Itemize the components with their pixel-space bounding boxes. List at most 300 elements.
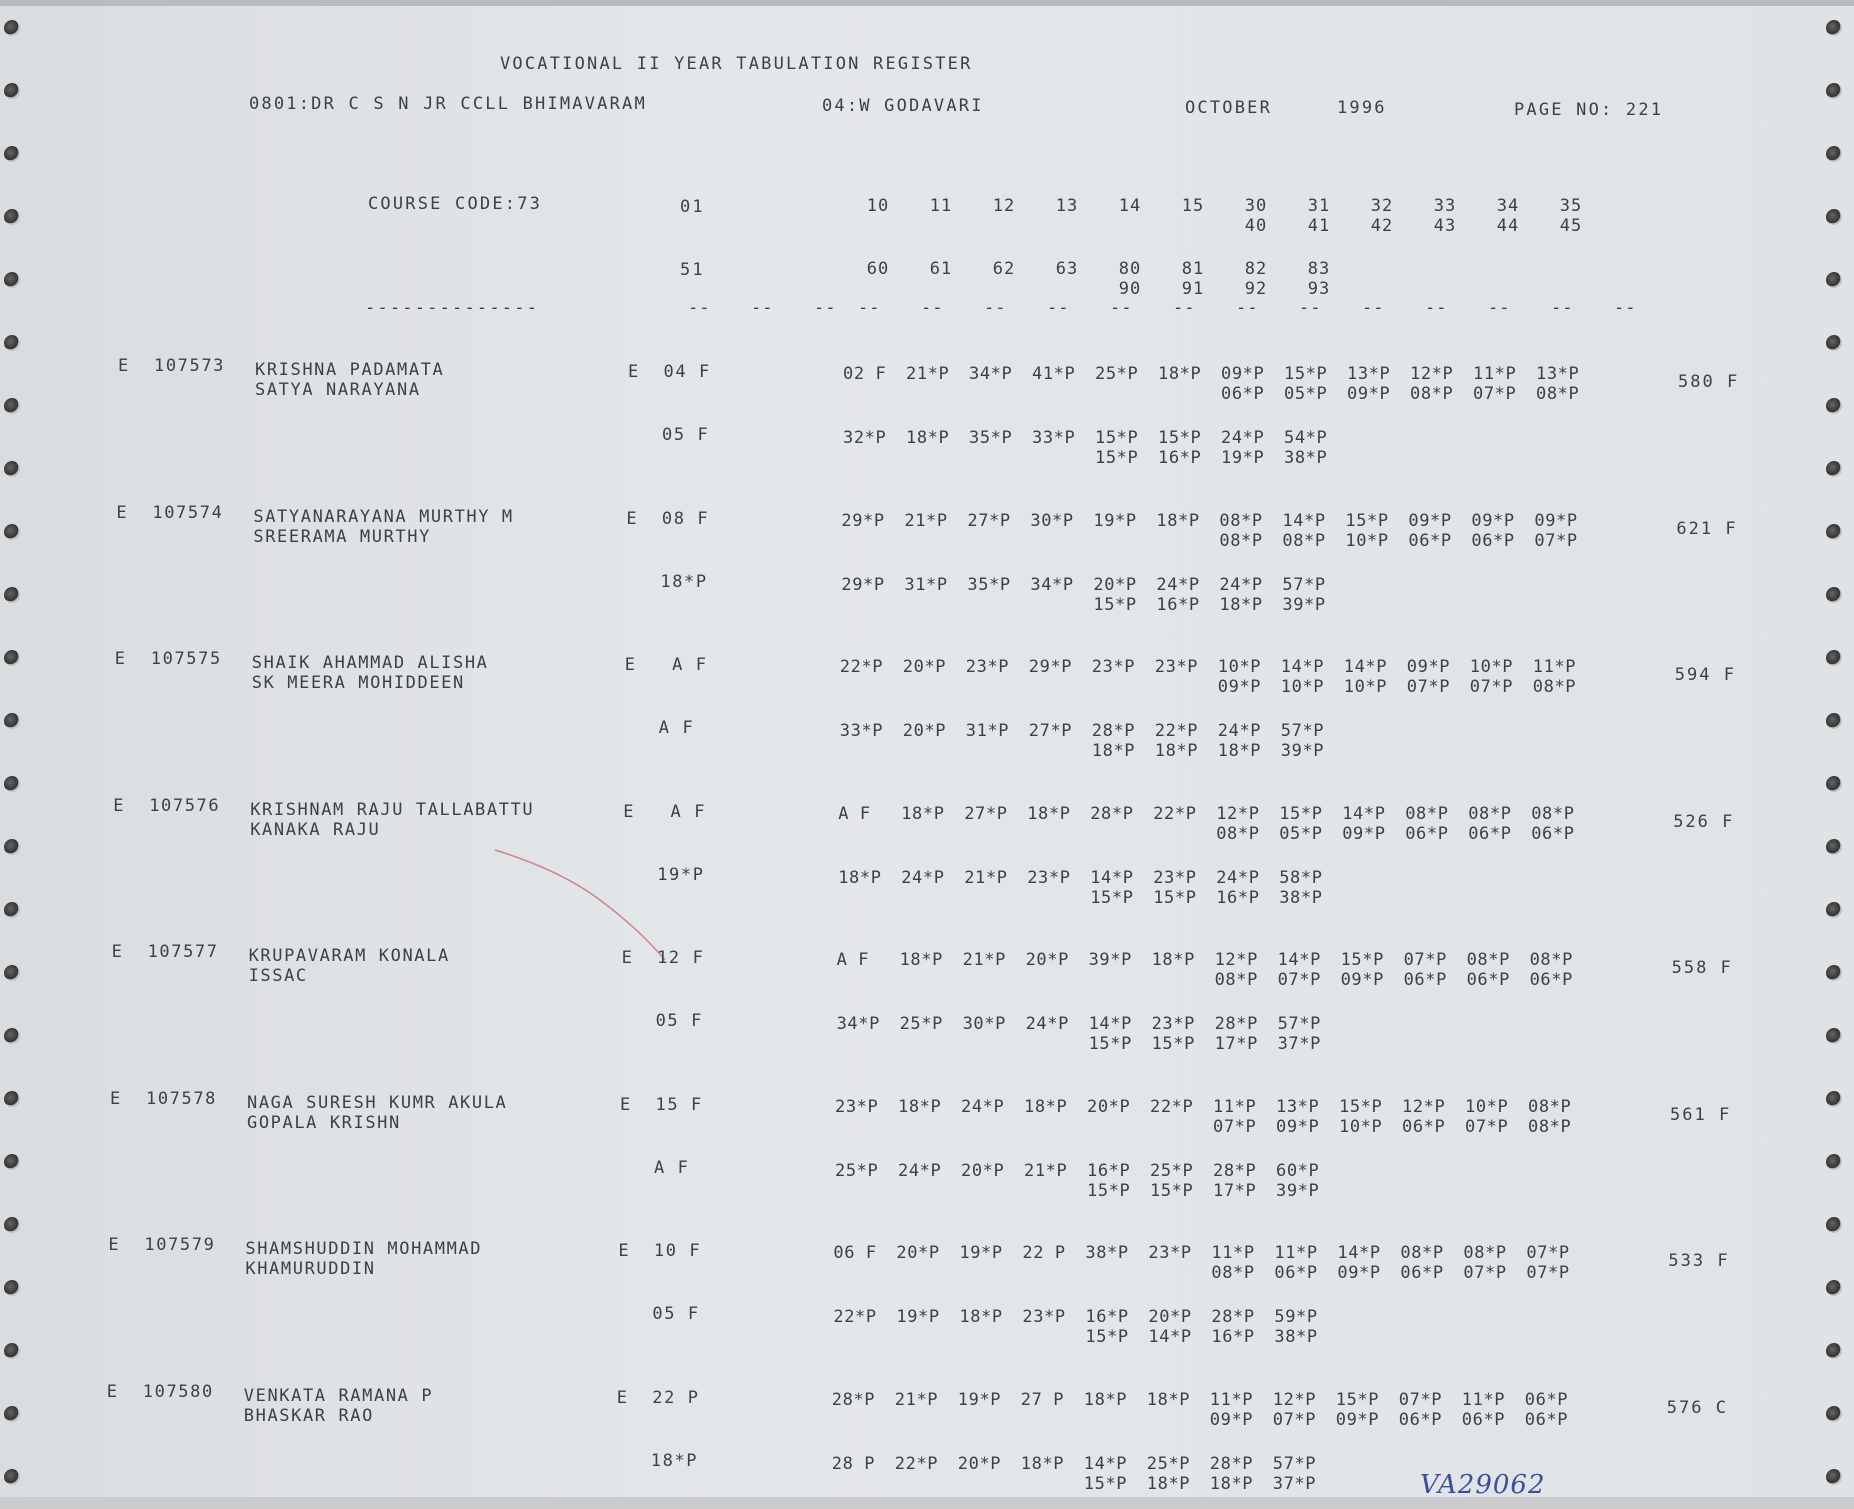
subject-mark: 23*P	[965, 657, 1010, 677]
subject-mark: 57*P	[1282, 574, 1326, 595]
subject-mark: 23*P	[1027, 867, 1071, 888]
subject-mark: 06*P	[1466, 970, 1510, 990]
student-name: SATYANARAYANA MURTHY M	[253, 506, 514, 527]
subject-mark: 18*P	[901, 803, 945, 824]
subject-mark: 18*P	[1158, 364, 1202, 384]
subject-mark: 11*P	[1473, 364, 1517, 384]
grand-total: 533 F	[1668, 1251, 1730, 1271]
subject-mark: 08*P	[1410, 384, 1454, 404]
subject-mark: 24*P	[1221, 428, 1265, 448]
subject-mark: 35*P	[969, 428, 1013, 448]
feed-hole-left	[4, 1217, 20, 1233]
subject-mark: 14*P	[1148, 1327, 1192, 1347]
exam-type: E	[118, 356, 130, 376]
roll-number: 107580	[142, 1381, 214, 1402]
subject-mark: 21*P	[904, 510, 948, 531]
subject-mark: 19*P	[1221, 448, 1265, 468]
subject-mark: 14*P	[1337, 1243, 1381, 1263]
subject-mark: 07*P	[1406, 677, 1451, 697]
feed-hole-right	[1826, 776, 1842, 792]
feed-hole-left	[4, 1091, 20, 1107]
subject-mark: 31*P	[965, 721, 1010, 741]
subject-mark: 15*P	[1335, 1389, 1380, 1410]
subject-mark: 20*P	[1025, 950, 1069, 970]
feed-hole-right	[1826, 1280, 1842, 1296]
subject-mark: 29*P	[1028, 657, 1073, 677]
column-dash: --	[1425, 298, 1448, 318]
subject-mark: 39*P	[1276, 1180, 1320, 1201]
subject-mark: 23*P	[1091, 657, 1136, 677]
subject-mark: 57*P	[1277, 1014, 1321, 1034]
subject-mark: 34*P	[836, 1014, 880, 1034]
subject-mark: 23*P	[835, 1096, 879, 1117]
subject-mark: 38*P	[1284, 448, 1328, 468]
subject-mark: 28 P	[831, 1453, 876, 1474]
subject-mark: 17*P	[1214, 1034, 1258, 1054]
subject-mark: 15*P	[1083, 1473, 1128, 1494]
subject-mark: 35*P	[967, 574, 1011, 595]
subject-mark: 18*P	[1156, 510, 1200, 531]
subject-mark: 29*P	[841, 574, 885, 595]
feed-hole-left	[4, 524, 20, 540]
subject-code: 30	[1244, 196, 1268, 216]
subject-mark: 39*P	[1282, 594, 1326, 615]
subject-mark: 14*P	[1282, 510, 1326, 531]
feed-hole-left	[4, 965, 20, 981]
subject-mark: 54*P	[1284, 428, 1328, 448]
subject-mark: 07*P	[1465, 1116, 1509, 1137]
subject-code: 63	[1055, 259, 1079, 279]
feed-hole-left	[4, 1280, 20, 1296]
subject-mark: 18*P	[838, 867, 882, 888]
parent-name: SREERAMA MURTHY	[253, 526, 431, 547]
feed-hole-left	[4, 1343, 20, 1359]
subject-mark: 37*P	[1272, 1473, 1317, 1494]
feed-hole-left	[4, 776, 20, 792]
subject-mark: 06*P	[1468, 823, 1512, 844]
subject-mark: 22*P	[839, 657, 884, 677]
subject-mark: 18*P	[1219, 594, 1263, 615]
subject-mark: 37*P	[1277, 1034, 1321, 1054]
student-name: VENKATA RAMANA P	[243, 1385, 434, 1406]
subject-code: 40	[1244, 216, 1268, 236]
exam-type: E	[106, 1381, 119, 1402]
subject-code: 13	[1055, 196, 1079, 216]
subject-mark: 06*P	[1405, 823, 1449, 844]
subject-mark: 08*P	[1211, 1263, 1255, 1283]
subject-mark: 10*P	[1280, 677, 1325, 697]
subject-mark: 18*P	[1027, 803, 1071, 824]
roll-number: 107576	[149, 795, 221, 816]
subject-mark: 28*P	[1091, 721, 1136, 741]
subject-mark: 10*P	[1339, 1116, 1383, 1137]
subject-mark: 18*P	[1217, 741, 1262, 761]
subject-mark: 16*P	[1087, 1160, 1131, 1181]
subject-code-51: 51	[680, 260, 705, 280]
subject-mark: 06*P	[1408, 530, 1452, 551]
subject-mark: 06*P	[1400, 1263, 1444, 1283]
parent-name: ISSAC	[248, 966, 308, 986]
subject-mark: 06*P	[1529, 970, 1573, 990]
exam-type: E	[116, 502, 129, 523]
subject-code: 61	[929, 259, 953, 279]
feed-hole-left	[4, 461, 20, 477]
subject-code: 83	[1307, 259, 1331, 279]
subject-mark: 25*P	[1146, 1453, 1191, 1474]
feed-hole-right	[1826, 83, 1842, 99]
subject-mark: 39*P	[1280, 741, 1325, 761]
subject-mark: 10*P	[1343, 677, 1388, 697]
subject-mark: 29*P	[841, 510, 885, 531]
subject-mark: 06*P	[1531, 823, 1575, 844]
subject-mark: 15*P	[1093, 594, 1137, 615]
subject-mark: 18*P	[1146, 1473, 1191, 1494]
subject-mark: 33*P	[1032, 428, 1076, 448]
feed-hole-left	[4, 209, 20, 225]
subject-mark: 07*P	[1526, 1263, 1570, 1283]
subject-mark: 22*P	[1150, 1096, 1194, 1117]
subject-mark: 20*P	[1093, 574, 1137, 595]
feed-hole-right	[1826, 1406, 1842, 1422]
subject-mark: 08*P	[1468, 803, 1512, 824]
subject-mark: 13*P	[1276, 1096, 1320, 1117]
subject-mark: 15*P	[1339, 1096, 1383, 1117]
column-dash: --	[1110, 298, 1133, 318]
feed-hole-right	[1826, 713, 1842, 729]
subject-mark: 25*P	[1150, 1160, 1194, 1181]
subject-mark: 21*P	[906, 364, 950, 384]
student-name: KRUPAVARAM KONALA	[248, 946, 450, 966]
subject-code: 82	[1244, 259, 1268, 279]
feed-hole-right	[1826, 650, 1842, 666]
column-dash: --	[1614, 298, 1637, 318]
subject-mark: 09*P	[1408, 510, 1452, 531]
subject-mark: 06 F	[833, 1243, 877, 1263]
feed-hole-right	[1826, 20, 1842, 36]
subject-mark: 15*P	[1150, 1180, 1194, 1201]
exam-type: E	[108, 1235, 121, 1255]
subject-mark: 15*P	[1158, 428, 1202, 448]
subject-mark: 41*P	[1032, 364, 1076, 384]
subject-mark: 16*P	[1085, 1307, 1129, 1327]
part1-marks: E 10 F	[618, 1241, 702, 1261]
roll-number: 107578	[146, 1088, 218, 1109]
student-name: KRISHNA PADAMATA	[255, 360, 445, 380]
subject-mark: 10*P	[1465, 1096, 1509, 1117]
subject-mark: A F	[836, 950, 870, 970]
parent-name: GOPALA KRISHN	[247, 1112, 401, 1133]
subject-mark: 09*P	[1337, 1263, 1381, 1283]
subject-mark: 57*P	[1272, 1453, 1317, 1474]
subject-code: 34	[1496, 196, 1520, 216]
parent-name: KANAKA RAJU	[250, 819, 381, 840]
subject-mark: 09*P	[1342, 823, 1386, 844]
subject-mark: 08*P	[1282, 530, 1326, 551]
column-dash: --	[1488, 298, 1511, 318]
subject-mark: 22*P	[894, 1453, 939, 1474]
subject-mark: 06*P	[1461, 1409, 1506, 1430]
feed-hole-left	[4, 1469, 20, 1485]
part2-marks: 18*P	[650, 1450, 699, 1471]
college-code: 0801:DR C S N JR CCLL BHIMAVARAM	[249, 94, 647, 114]
subject-mark: 58*P	[1279, 867, 1323, 888]
subject-mark: 08*P	[1528, 1096, 1572, 1117]
feed-hole-right	[1826, 1154, 1842, 1170]
subject-mark: 24*P	[1219, 574, 1263, 595]
part1-marks: E A F	[623, 801, 707, 822]
subject-mark: 14*P	[1342, 803, 1386, 824]
subject-mark: 12*P	[1214, 950, 1258, 970]
feed-hole-left	[4, 272, 20, 288]
column-dash: --	[858, 298, 881, 318]
column-dash: --	[921, 298, 944, 318]
subject-mark: 15*P	[1088, 1034, 1132, 1054]
register-title: VOCATIONAL II YEAR TABULATION REGISTER	[500, 54, 973, 74]
subject-mark: 18*P	[1020, 1453, 1065, 1474]
subject-mark: 09*P	[1471, 510, 1515, 531]
student-name: NAGA SURESH KUMR AKULA	[247, 1092, 508, 1113]
roll-number: 107579	[144, 1235, 216, 1255]
feed-hole-right	[1826, 209, 1842, 225]
subject-mark: 09*P	[1209, 1409, 1254, 1430]
subject-mark: 27*P	[1028, 721, 1073, 741]
subject-mark: 08*P	[1400, 1243, 1444, 1263]
grand-total: 558 F	[1671, 958, 1733, 978]
subject-code: 60	[866, 259, 890, 279]
subject-mark: 09*P	[1335, 1409, 1380, 1430]
subject-code: 81	[1181, 259, 1205, 279]
subject-mark: 33*P	[839, 721, 884, 741]
subject-mark: 08*P	[1405, 803, 1449, 824]
subject-mark: 07*P	[1473, 384, 1517, 404]
subject-code: 44	[1496, 216, 1520, 236]
column-dash: --	[1551, 298, 1574, 318]
subject-mark: 11*P	[1209, 1389, 1254, 1410]
part1-marks: E 22 P	[616, 1387, 700, 1408]
handwritten-note: VA29062	[1420, 1470, 1546, 1500]
subject-code: 92	[1244, 279, 1268, 299]
subject-code: 93	[1307, 279, 1331, 299]
subject-mark: 15*P	[1340, 950, 1384, 970]
parent-name: SATYA NARAYANA	[255, 380, 421, 400]
subject-mark: 11*P	[1213, 1096, 1257, 1117]
subject-mark: 07*P	[1403, 950, 1447, 970]
feed-hole-right	[1826, 272, 1842, 288]
feed-hole-right	[1826, 1028, 1842, 1044]
part2-marks: A F	[654, 1157, 690, 1178]
subject-mark: 07*P	[1463, 1263, 1507, 1283]
subject-code: 15	[1181, 196, 1205, 216]
subject-mark: 11*P	[1274, 1243, 1318, 1263]
subject-mark: 20*P	[1148, 1307, 1192, 1327]
part2-marks: A F	[658, 718, 695, 738]
subject-code-01: 01	[680, 197, 705, 217]
subject-mark: 15*P	[1345, 510, 1389, 531]
subject-mark: 28*P	[1213, 1160, 1257, 1181]
feed-hole-right	[1826, 335, 1842, 351]
subject-code: 31	[1307, 196, 1331, 216]
subject-mark: 57*P	[1280, 721, 1325, 741]
subject-mark: 11*P	[1461, 1389, 1506, 1410]
subject-mark: 18*P	[899, 950, 943, 970]
subject-mark: 19*P	[957, 1389, 1002, 1410]
feed-hole-left	[4, 335, 20, 351]
subject-mark: 16*P	[1216, 887, 1260, 908]
subject-mark: 28*P	[1211, 1307, 1255, 1327]
subject-mark: A F	[838, 803, 871, 824]
subject-mark: 18*P	[1083, 1389, 1128, 1410]
parent-name: SK MEERA MOHIDDEEN	[251, 673, 465, 693]
subject-mark: 14*P	[1343, 657, 1388, 677]
feed-hole-right	[1826, 524, 1842, 540]
subject-mark: 30*P	[962, 1014, 1006, 1034]
subject-mark: 06*P	[1221, 384, 1265, 404]
subject-mark: 28*P	[1214, 1014, 1258, 1034]
course-underline: --------------	[365, 298, 540, 318]
part1-marks: E 15 F	[620, 1094, 703, 1115]
subject-mark: 30*P	[1030, 510, 1074, 531]
column-dash: --	[1299, 298, 1322, 318]
subject-mark: 38*P	[1085, 1243, 1129, 1263]
column-dash: --	[1362, 298, 1385, 318]
subject-mark: 07*P	[1534, 530, 1578, 551]
subject-mark: 18*P	[906, 428, 950, 448]
subject-mark: 13*P	[1536, 364, 1580, 384]
subject-code: 11	[929, 196, 953, 216]
roll-number: 107575	[150, 649, 222, 669]
column-dash: --	[688, 298, 711, 318]
subject-code: 91	[1181, 279, 1205, 299]
parent-name: KHAMURUDDIN	[245, 1259, 376, 1279]
subject-mark: 23*P	[1022, 1307, 1066, 1327]
subject-mark: 22*P	[1153, 803, 1197, 824]
subject-code: 62	[992, 259, 1016, 279]
subject-mark: 06*P	[1398, 1409, 1443, 1430]
part1-marks: E 12 F	[621, 948, 705, 968]
subject-mark: 11*P	[1211, 1243, 1255, 1263]
subject-mark: 06*P	[1471, 530, 1515, 551]
feed-hole-left	[4, 398, 20, 414]
part2-marks: 18*P	[660, 571, 708, 592]
subject-mark: 31*P	[904, 574, 948, 595]
part2-marks: 05 F	[652, 1304, 700, 1324]
feed-hole-right	[1826, 146, 1842, 162]
subject-mark: 32*P	[843, 428, 887, 448]
subject-mark: 14*P	[1090, 867, 1134, 888]
subject-mark: 12*P	[1272, 1389, 1317, 1410]
feed-hole-right	[1826, 461, 1842, 477]
subject-mark: 18*P	[1024, 1096, 1068, 1117]
subject-mark: 38*P	[1279, 887, 1323, 908]
part2-marks: 05 F	[662, 425, 710, 445]
grand-total: 576 C	[1666, 1397, 1728, 1418]
roll-number: 107573	[154, 356, 226, 376]
feed-hole-left	[4, 83, 20, 99]
subject-mark: 34*P	[1030, 574, 1074, 595]
subject-mark: 15*P	[1284, 364, 1328, 384]
subject-mark: 12*P	[1410, 364, 1454, 384]
subject-code: 45	[1559, 216, 1583, 236]
subject-mark: 27*P	[967, 510, 1011, 531]
subject-mark: 23*P	[1153, 867, 1197, 888]
subject-mark: 16*P	[1211, 1327, 1255, 1347]
subject-mark: 07*P	[1469, 677, 1514, 697]
feed-hole-right	[1826, 1091, 1842, 1107]
feed-hole-right	[1826, 839, 1842, 855]
subject-mark: 24*P	[961, 1096, 1005, 1117]
subject-mark: 20*P	[896, 1243, 940, 1263]
roll-number: 107577	[147, 942, 219, 962]
subject-mark: 07*P	[1272, 1409, 1317, 1430]
exam-year: 1996	[1337, 98, 1387, 118]
subject-mark: 08*P	[1532, 677, 1577, 697]
grand-total: 594 F	[1674, 665, 1736, 685]
subject-mark: 28*P	[1209, 1453, 1254, 1474]
subject-mark: 15*P	[1279, 803, 1323, 824]
subject-mark: 21*P	[1024, 1160, 1068, 1181]
subject-mark: 27 P	[1020, 1389, 1065, 1410]
subject-mark: 25*P	[899, 1014, 943, 1034]
grand-total: 561 F	[1670, 1104, 1732, 1125]
subject-code: 42	[1370, 216, 1394, 236]
subject-mark: 08*P	[1528, 1116, 1572, 1137]
subject-mark: 25*P	[835, 1160, 879, 1181]
subject-mark: 23*P	[1151, 1014, 1195, 1034]
subject-mark: 14*P	[1277, 950, 1321, 970]
subject-mark: 21*P	[894, 1389, 939, 1410]
subject-mark: 08*P	[1219, 530, 1263, 551]
subject-mark: 15*P	[1090, 887, 1134, 908]
feed-hole-right	[1826, 398, 1842, 414]
subject-mark: 22 P	[1022, 1243, 1066, 1263]
feed-hole-left	[4, 146, 20, 162]
subject-code: 33	[1433, 196, 1457, 216]
subject-mark: 24*P	[1156, 574, 1200, 595]
subject-mark: 09*P	[1276, 1116, 1320, 1137]
subject-mark: 18*P	[1154, 741, 1199, 761]
student-name: SHAIK AHAMMAD ALISHA	[251, 653, 489, 673]
subject-code: 32	[1370, 196, 1394, 216]
subject-code: 41	[1307, 216, 1331, 236]
exam-month: OCTOBER	[1185, 98, 1273, 118]
column-dash: --	[751, 298, 774, 318]
subject-mark: 23*P	[1154, 657, 1199, 677]
exam-type: E	[113, 795, 126, 816]
subject-mark: 24*P	[1217, 721, 1262, 741]
page-number: PAGE NO: 221	[1514, 100, 1664, 120]
subject-code: 14	[1118, 196, 1142, 216]
part1-marks: E 04 F	[628, 362, 711, 382]
feed-hole-right	[1826, 587, 1842, 603]
student-name: SHAMSHUDDIN MOHAMMAD	[245, 1239, 483, 1259]
subject-mark: 08*P	[1219, 510, 1263, 531]
subject-mark: 08*P	[1466, 950, 1510, 970]
subject-mark: 08*P	[1214, 970, 1258, 990]
subject-mark: 60*P	[1276, 1160, 1320, 1181]
subject-mark: 39*P	[1088, 950, 1132, 970]
subject-mark: 27*P	[964, 803, 1008, 824]
grand-total: 621 F	[1676, 518, 1738, 539]
feed-hole-right	[1826, 1469, 1842, 1485]
subject-mark: 20*P	[961, 1160, 1005, 1181]
subject-mark: 18*P	[1146, 1389, 1191, 1410]
subject-mark: 18*P	[898, 1096, 942, 1117]
subject-mark: 20*P	[902, 657, 947, 677]
subject-mark: 15*P	[1087, 1180, 1131, 1201]
subject-mark: 06*P	[1274, 1263, 1318, 1283]
subject-mark: 12*P	[1216, 803, 1260, 824]
subject-mark: 05*P	[1284, 384, 1328, 404]
